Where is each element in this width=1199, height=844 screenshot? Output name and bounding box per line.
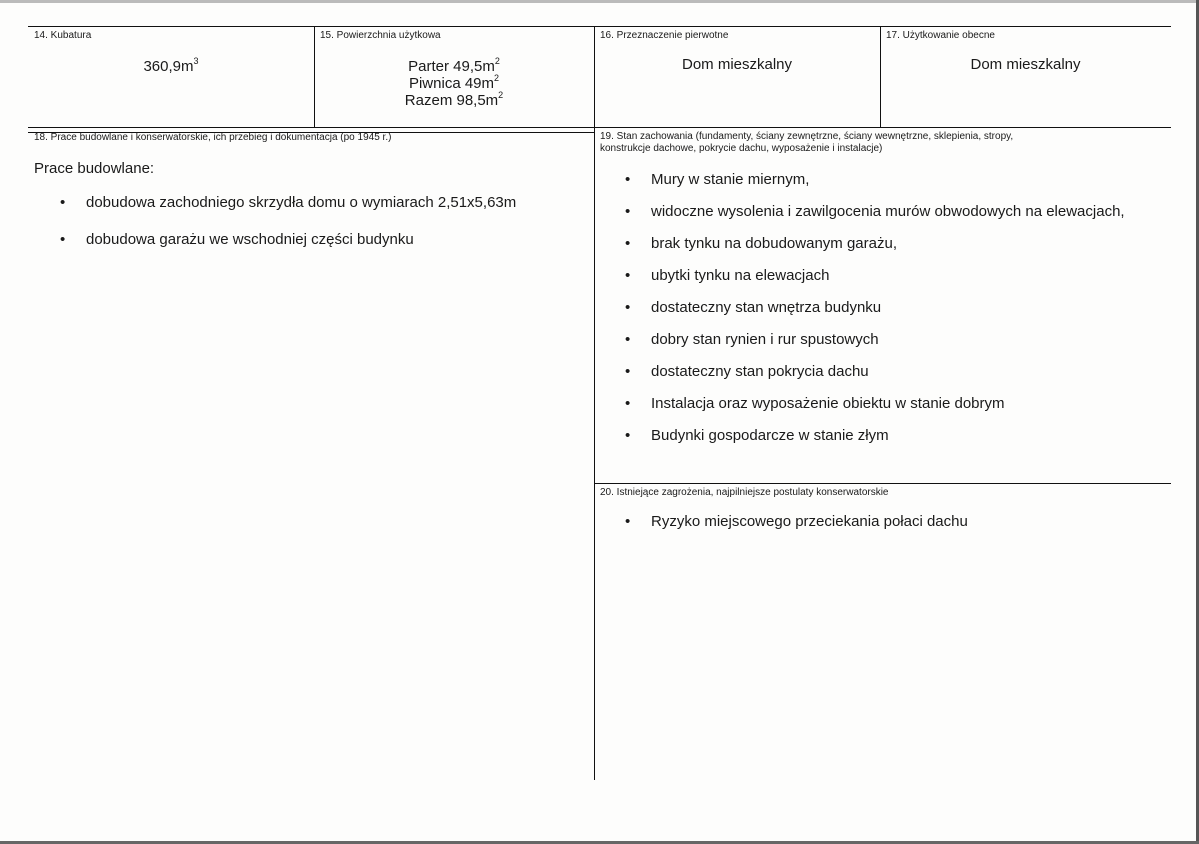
area-line-sup: 2 <box>498 90 504 100</box>
field-17-value: Dom mieszkalny <box>970 56 1081 73</box>
area-line <box>314 58 594 75</box>
field-17-label: 17. Użytkowanie obecne <box>886 30 995 41</box>
scan-edge-top <box>0 0 1199 3</box>
field-18-list <box>60 194 516 248</box>
list-item: • brak tynku na dobudowanym garażu, <box>625 235 1125 252</box>
list-item: • Mury w stanie miernym, <box>625 171 1125 188</box>
area-line-text: Piwnica 49m <box>408 75 495 92</box>
list-item: • Instalacja oraz wyposażenie obiektu w stanie dobrym <box>625 395 1125 412</box>
list-item: • dostateczny stan pokrycia dachu <box>625 363 1125 380</box>
field-15-label: 15. Powierzchnia użytkowa <box>320 30 441 41</box>
area-line-text: Razem 98,5m <box>404 92 499 109</box>
list-item: • widoczne wysolenia i zawilgocenia murów obwodowych na elewacjach, <box>625 203 1125 220</box>
field-18-label: 18. Prace budowlane i konserwatorskie, ich przebieg i dokumentacja (po 1945 r.) <box>34 132 392 143</box>
list-item: • dobudowa garażu we wschodniej części budynku <box>60 231 516 248</box>
field-16-value: Dom mieszkalny <box>681 56 793 73</box>
divider-16-17 <box>880 26 881 127</box>
list-item: • dobry stan rynien i rur spustowych <box>625 331 1125 348</box>
list-item: • ubytki tynku na elewacjach <box>625 267 1125 284</box>
area-line-sup: 2 <box>494 56 500 66</box>
field-20-list <box>625 513 968 530</box>
divider-19-20 <box>594 483 1171 484</box>
field-19-label-line2: konstrukcje dachowe, pokrycie dachu, wyposażenie i instalacje) <box>600 143 883 154</box>
field-18-heading: Prace budowlane: <box>34 160 155 177</box>
divider-15-16 <box>594 26 595 780</box>
kubatura-value: 360,9m <box>143 58 194 75</box>
field-19-label-line1: 19. Stan zachowania (fundamenty, ściany zewnętrzne, ściany wewnętrzne, sklepienia, stropy, <box>600 131 1014 142</box>
list-item: • dobudowa zachodniego skrzydła domu o wymiarach 2,51x5,63m <box>60 194 516 211</box>
table-top-border <box>28 26 1171 27</box>
list-item: • dostateczny stan wnętrza budynku <box>625 299 1125 316</box>
area-line-text: Parter 49,5m <box>408 58 495 75</box>
table-mid-border <box>28 127 1171 128</box>
field-14-value <box>28 58 314 75</box>
area-line <box>314 92 594 109</box>
field-16-label: 16. Przeznaczenie pierwotne <box>600 30 729 41</box>
field-20-label: 20. Istniejące zagrożenia, najpilniejsze postulaty konserwatorskie <box>600 487 889 498</box>
list-item: • Budynki gospodarcze w stanie złym <box>625 427 1125 444</box>
area-line-sup: 2 <box>494 73 500 83</box>
list-item: • Ryzyko miejscowego przeciekania połaci dachu <box>625 513 968 530</box>
field-19-list <box>625 171 1125 444</box>
field-14-label: 14. Kubatura <box>34 30 92 41</box>
area-line <box>314 75 594 92</box>
field-15-value <box>314 58 594 109</box>
kubatura-unit-sup: 3 <box>193 56 199 66</box>
